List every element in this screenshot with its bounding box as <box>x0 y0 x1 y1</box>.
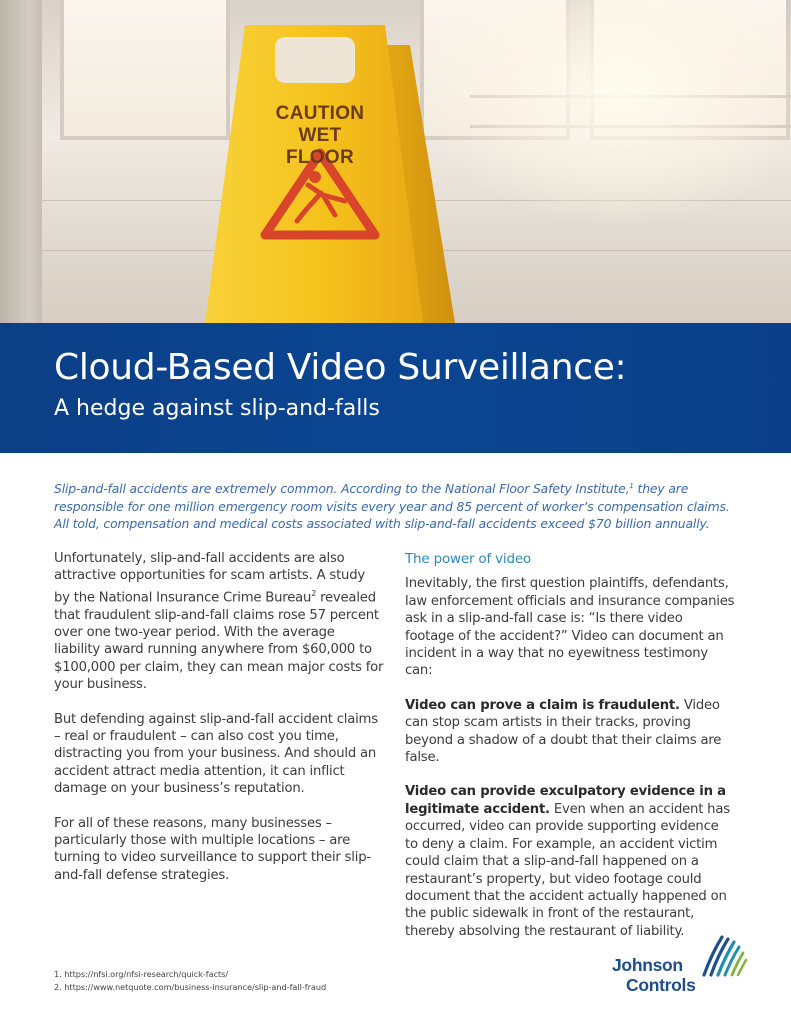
logo-wordmark <box>612 955 696 995</box>
logo-line-1: Johnson <box>612 955 683 975</box>
wall-pillar <box>0 0 42 323</box>
intro-paragraph <box>54 478 744 533</box>
logo-line-2: Controls <box>626 975 696 995</box>
body-text: Video can stop scam artists in their tracks, proving beyond a shadow of a doubt that their claims are false. <box>405 697 722 766</box>
section-heading: The power of video <box>405 551 531 567</box>
body-text: Even when an accident has occurred, video can provide supporting evidence to deny a claim. For example, an accident victim could claim that a slip-and-fall happened on a restaurant’s property, but video footage could document that the accident actually happened on the public sidewalk in front of the restaurant, thereby absolving the restaurant of liability. <box>405 801 730 939</box>
title-banner <box>0 323 791 453</box>
sign-wet-floor-text: WET FLOOR <box>286 125 354 168</box>
sign-caution-text: CAUTION <box>275 103 365 124</box>
footnote-ref: 1 <box>629 482 634 490</box>
body-paragraph: But defending against slip-and-fall accident claims – real or fraudulent – can also cost you time, distracting you from your business. And should an accident attract media attention, it can inflict damage on your business’s reputation. <box>54 711 378 797</box>
page-subtitle: A hedge against slip-and-falls <box>54 396 380 421</box>
window-light-glow <box>430 0 791 220</box>
body-paragraph: For all of these reasons, many businesses – particularly those with multiple locations – are turning to video surveillance to support their slip-and-fall defense strategies. <box>54 815 371 883</box>
footnote-ref: 2 <box>311 588 317 598</box>
hero-photo <box>0 0 791 323</box>
caution-wet-floor-sign <box>205 25 455 323</box>
left-column <box>54 550 384 901</box>
body-paragraph <box>54 550 384 694</box>
footnotes <box>54 968 326 993</box>
sign-text <box>265 103 375 169</box>
footnote-2: 2. https://www.netquote.com/business-insurance/slip-and-fall-fraud <box>54 981 327 992</box>
right-column <box>405 550 735 957</box>
johnson-controls-logo-mark-icon <box>700 935 748 977</box>
body-paragraph <box>405 783 735 940</box>
body-text: revealed that fraudulent slip-and-fall claims rose 57 percent over one two-year period. With the average liability award running anywhere from $60,000 to $100,000 per claim, they can mean major costs for your business. <box>54 590 384 693</box>
body-paragraph <box>405 697 735 767</box>
intro-text: they are responsible for one million emergency room visits every year and 85 percent of worker’s compensation claims. All told, compensation and medical costs associated with slip-and-fall accidents exceed $70 billion annually. <box>54 481 730 532</box>
footnote-1: 1. https://nfsi.org/nfsi-research/quick-facts/ <box>54 969 229 979</box>
bold-lead: Video can prove a claim is fraudulent. <box>405 697 680 713</box>
johnson-controls-logo <box>612 935 752 997</box>
body-text: Unfortunately, slip-and-fall accidents are also attractive opportunities for scam artists. A study by the National Insurance Crime Bureau <box>54 551 365 606</box>
bold-lead: Video can provide exculpatory evidence in a legitimate accident. <box>405 784 726 817</box>
body-paragraph: Inevitably, the first question plaintiffs, defendants, law enforcement officials and insurance companies ask in a slip-and-fall case is: “Is there video footage of the accident?” Video can document an incident in a way that no eyewitness testimony can: <box>405 576 735 679</box>
intro-text: Slip-and-fall accidents are extremely common. According to the National Floor Safety Institute, <box>54 481 630 497</box>
page-title: Cloud-Based Video Surveillance: <box>54 347 627 388</box>
